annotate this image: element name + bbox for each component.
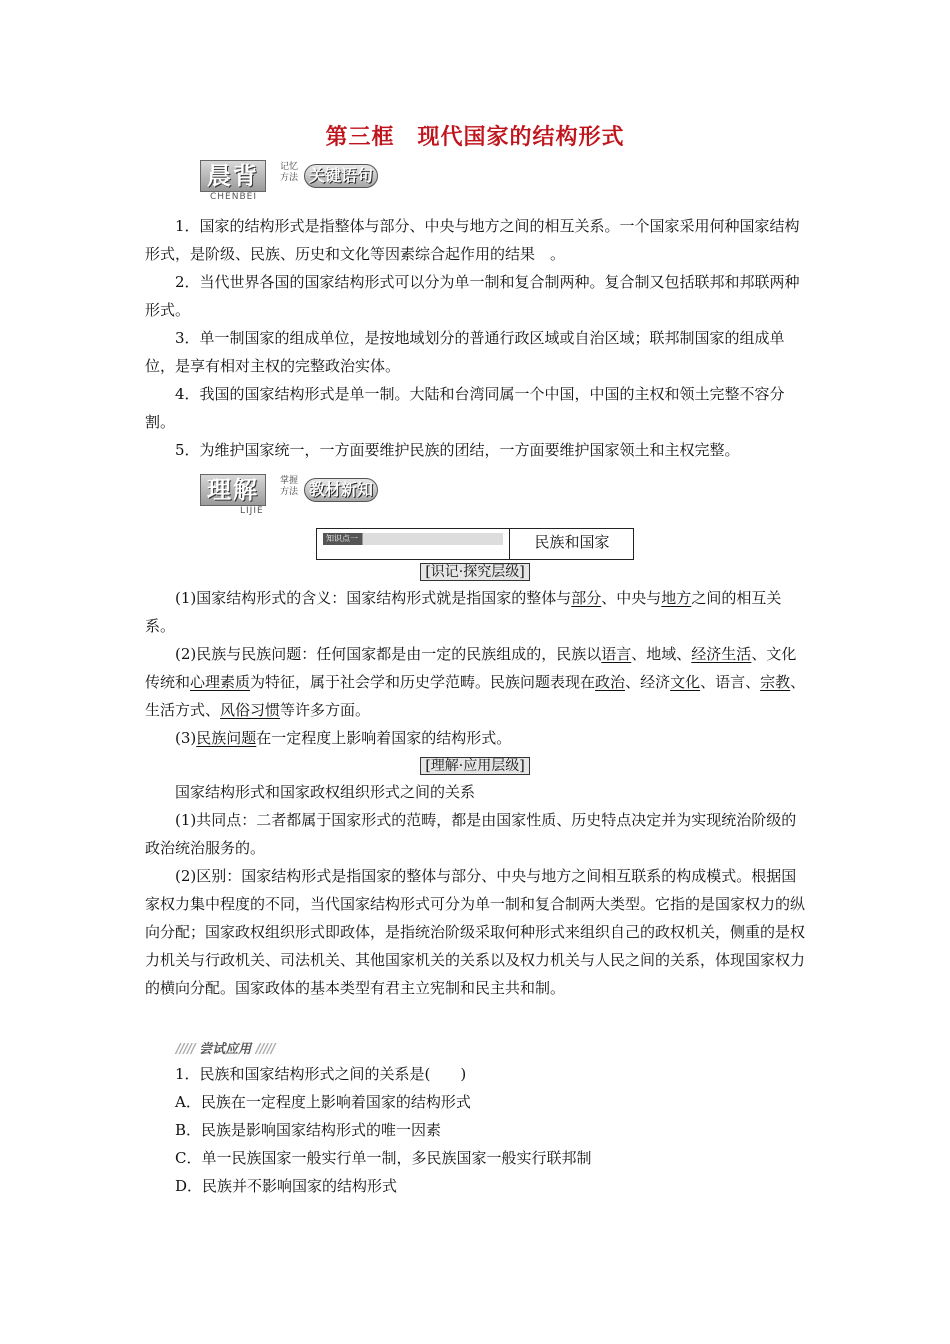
- knowledge-point-topic: 民族和国家: [534, 533, 610, 551]
- knowledge-point-badge: 知识点一: [323, 533, 503, 545]
- question-option: C．单一民族国家一般实行单一制，多民族国家一般实行联邦制: [175, 1149, 592, 1167]
- key-sentence: 4．我国的国家结构形式是单一制。大陆和台湾同属一个中国，中国的主权和领土完整不容分割。: [145, 385, 785, 431]
- question-option: D．民族并不影响国家的结构形式: [175, 1177, 398, 1195]
- key-sentence: 1．国家的结构形式是指整体与部分、中央与地方之间的相互关系。一个国家采用何种国家结构形式，是阶级、民族、历史和文化等因素综合起作用的结果 。: [145, 217, 800, 263]
- section-banner-morning-recite: [200, 160, 400, 202]
- question-option: A．民族在一定程度上影响着国家的结构形式: [175, 1093, 471, 1111]
- banner-tag: 关键语句: [304, 164, 378, 188]
- try-apply-label: ///// 尝试应用 /////: [176, 1042, 275, 1057]
- knowledge-point-badge-cell: [317, 529, 510, 559]
- level-label-apply: [理解·应用层级]: [0, 755, 950, 775]
- apply-paragraph-1: (1)共同点：二者都属于国家形式的范畴，都是由国家性质、历史特点决定并为实现统治阶级的政治统治服务的。: [145, 811, 797, 857]
- question-stem: 1．民族和国家结构形式之间的关系是( ): [175, 1065, 467, 1083]
- key-sentence: 3．单一制国家的组成单位，是按地域划分的普通行政区域或自治区域；联邦制国家的组成单位，是享有相对主权的完整政治实体。: [145, 329, 785, 375]
- question-option: B．民族是影响国家结构形式的唯一因素: [175, 1121, 442, 1139]
- page-title: 第三框 现代国家的结构形式: [325, 125, 625, 150]
- recall-paragraph-1: (1)国家结构形式的含义：国家结构形式就是指国家的整体与部分、中央与地方之间的相互关系。: [145, 589, 782, 635]
- banner-subtitle: CHENBEI: [210, 192, 257, 202]
- knowledge-point-header: [316, 528, 634, 560]
- recall-paragraph-3: (3)民族问题在一定程度上影响着国家的结构形式。: [175, 729, 512, 747]
- banner-main-text: 晨背: [200, 160, 266, 192]
- banner-tag: 教材新知: [304, 478, 378, 502]
- stripes-decoration: /////: [176, 1042, 195, 1057]
- key-sentence: 2．当代世界各国的国家结构形式可以分为单一制和复合制两种。复合制又包括联邦和邦联两种形式。: [145, 273, 800, 319]
- level-label-recall: [识记·探究层级]: [0, 561, 950, 581]
- banner-method-text: 记忆方法: [279, 162, 298, 183]
- apply-paragraph-2: (2)区别：国家结构形式是指国家的整体与部分、中央与地方之间相互联系的构成模式。根据国家权力集中程度的不同，当代国家结构形式可分为单一制和复合制两大类型。它指的是国家权力的纵向分配；国家政权组织形式即政体，是指统治阶级采取何种形式来组织自己的政权机关，侧重的是权力机关与行政机关、司法机关、其他国家机关的关系以及权力机关与人民之间的关系，体现国家权力的横向分配。国家政体的基本类型有君主立宪制和民主共和制。: [145, 867, 806, 997]
- banner-main-text: 理解: [200, 474, 266, 506]
- section-banner-understand: [200, 474, 400, 516]
- banner-method-text: 掌握方法: [279, 476, 298, 497]
- banner-subtitle: LIJIE: [240, 506, 264, 516]
- apply-heading: 国家结构形式和国家政权组织形式之间的关系: [175, 783, 476, 801]
- key-sentence: 5．为维护国家统一，一方面要维护民族的团结，一方面要维护国家领土和主权完整。: [175, 441, 740, 459]
- recall-paragraph-2: (2)民族与民族问题：任何国家都是由一定的民族组成的，民族以语言、地域、经济生活、文化传统和心理素质为特征，属于社会学和历史学范畴。民族问题表现在政治、经济文化、语言、宗教、生活方式、风俗习惯等许多方面。: [145, 645, 806, 719]
